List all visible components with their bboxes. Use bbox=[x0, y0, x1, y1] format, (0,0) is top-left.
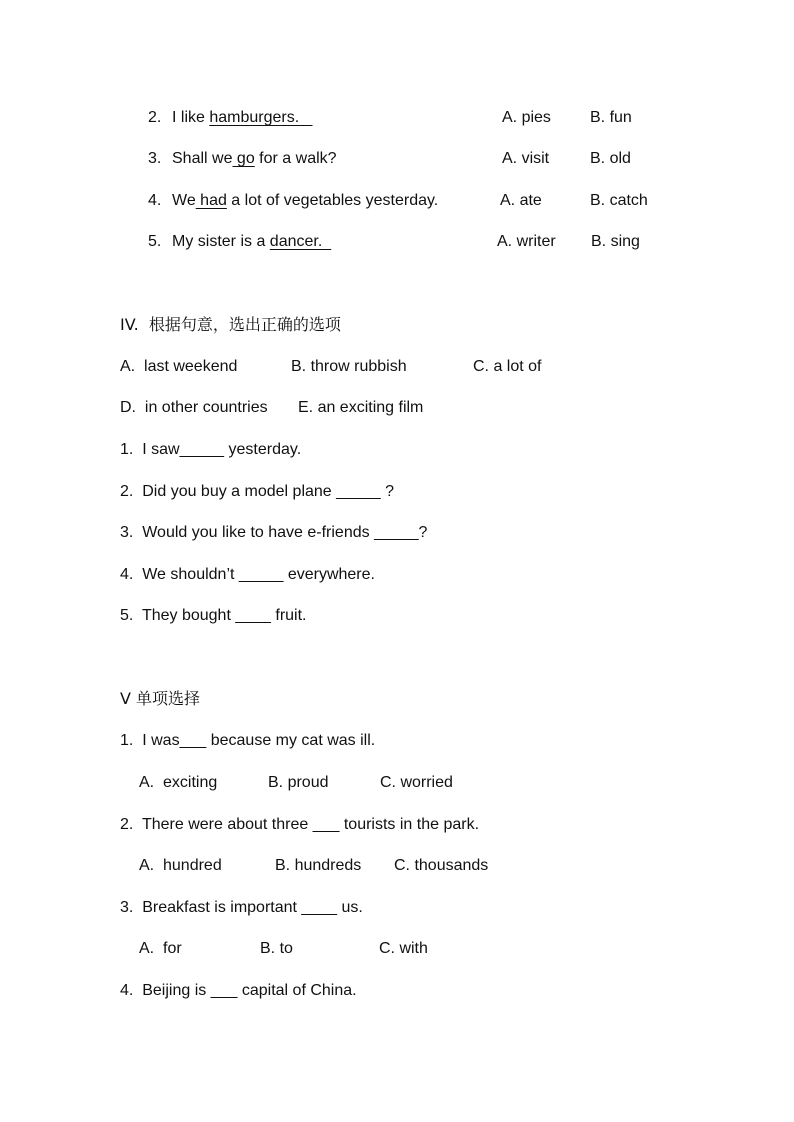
option-b: B. catch bbox=[590, 192, 648, 209]
option-b: B. fun bbox=[590, 109, 632, 126]
item-sentence bbox=[172, 232, 331, 252]
choice-c: C. worried bbox=[380, 774, 453, 791]
choice-b: B. to bbox=[260, 940, 293, 957]
word-option-c: C. a lot of bbox=[473, 358, 542, 375]
choice-c: C. thousands bbox=[394, 857, 489, 874]
choice-c: C. with bbox=[379, 940, 428, 957]
item-number: 2. bbox=[148, 109, 162, 126]
choice-b: B. proud bbox=[268, 774, 329, 791]
question-line: 4. Beijing is ___ capital of China. bbox=[120, 982, 357, 999]
question-line: 1. I was___ because my cat was ill. bbox=[120, 732, 376, 749]
option-a: A. pies bbox=[502, 109, 551, 126]
item-sentence bbox=[172, 108, 313, 128]
sentence-text: for a walk? bbox=[254, 150, 337, 167]
option-b: B. old bbox=[590, 150, 631, 167]
question-line: 2. There were about three ___ tourists in the park. bbox=[120, 816, 480, 833]
option-b: B. sing bbox=[591, 233, 640, 250]
option-a: A. visit bbox=[502, 150, 550, 167]
word-option-b: B. throw rubbish bbox=[291, 358, 407, 375]
question-line: 3. Breakfast is important ____ us. bbox=[120, 899, 363, 916]
word-option-e: E. an exciting film bbox=[298, 399, 424, 416]
sentence-text: I like bbox=[172, 109, 210, 126]
word-option-a: A. last weekend bbox=[120, 358, 238, 375]
item-number: 4. bbox=[148, 192, 162, 209]
sentence-text: Shall we bbox=[172, 150, 233, 167]
choice-a: A. exciting bbox=[139, 774, 218, 791]
underlined-word: go bbox=[232, 150, 255, 167]
item-number: 3. bbox=[148, 150, 162, 167]
option-a: A. writer bbox=[497, 233, 556, 250]
underlined-word: had bbox=[195, 192, 227, 209]
sentence-text: My sister is a bbox=[172, 233, 270, 250]
choice-a: A. for bbox=[139, 940, 182, 957]
sentence-text: We bbox=[172, 192, 196, 209]
question-line: 4. We shouldn’t _____ everywhere. bbox=[120, 566, 375, 583]
question-line: 3. Would you like to have e-friends _____? bbox=[120, 524, 428, 541]
question-line: 1. I saw_____ yesterday. bbox=[120, 441, 302, 458]
item-sentence bbox=[172, 191, 438, 211]
choice-a: A. hundred bbox=[139, 857, 222, 874]
item-number: 5. bbox=[148, 233, 162, 250]
sentence-text: a lot of vegetables yesterday. bbox=[226, 192, 439, 209]
section-5-heading: V 单项选择 bbox=[120, 689, 201, 708]
question-line: 5. They bought ____ fruit. bbox=[120, 607, 307, 624]
underlined-word: hamburgers. bbox=[209, 109, 313, 126]
choice-b: B. hundreds bbox=[275, 857, 362, 874]
question-line: 2. Did you buy a model plane _____ ? bbox=[120, 483, 394, 500]
section-4-heading: IV. 根据句意，选出正确的选项 bbox=[120, 315, 341, 334]
item-sentence bbox=[172, 149, 337, 169]
word-option-d: D. in other countries bbox=[120, 399, 268, 416]
option-a: A. ate bbox=[500, 192, 542, 209]
underlined-word: dancer. bbox=[269, 233, 332, 250]
